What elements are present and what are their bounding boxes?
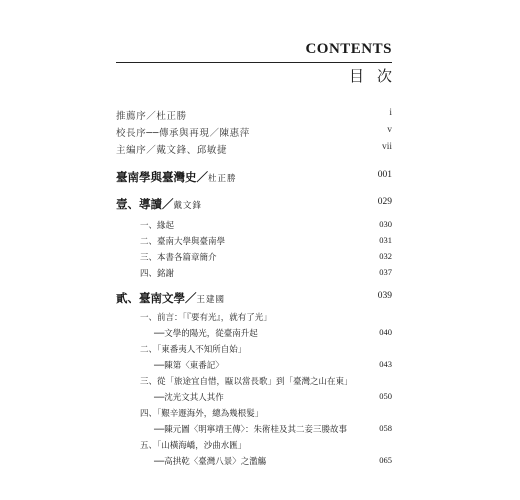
- subitem-page: 065: [379, 455, 392, 465]
- item-text: 五、「山橫海嶠，沙曲水匯」: [140, 441, 247, 451]
- entry-text: 校長序──傳承與再現／陳惠萍: [116, 128, 250, 139]
- toc-item[interactable]: [0, 219, 520, 235]
- toc-section-tainan-studies[interactable]: [0, 169, 520, 185]
- entry-page: vii: [381, 142, 392, 152]
- entry-text: 推薦序／杜正勝: [116, 111, 187, 122]
- section-author: 杜正勝: [208, 174, 237, 184]
- toc-entry-preface-editors[interactable]: [0, 142, 520, 158]
- section-page: 001: [377, 170, 392, 180]
- subitem-page: 040: [379, 327, 392, 337]
- subitem-page: 050: [379, 391, 392, 401]
- item-text: 一、緣起: [140, 221, 175, 231]
- toc-item[interactable]: [0, 251, 520, 267]
- subitem-page: 043: [379, 359, 392, 369]
- toc-section-introduction[interactable]: [0, 196, 520, 212]
- toc-item[interactable]: [0, 439, 520, 455]
- section-author: 王建國: [196, 295, 226, 305]
- toc-item[interactable]: [0, 311, 520, 327]
- toc-item[interactable]: [0, 343, 520, 359]
- item-page: 031: [379, 235, 392, 245]
- subitem-text: ──高拱乾〈臺灣八景〉之濫觴: [154, 457, 267, 467]
- toc-section-tainan-literature[interactable]: [0, 290, 520, 306]
- toc-item[interactable]: [0, 267, 520, 283]
- toc-subitem[interactable]: [0, 359, 520, 375]
- header-rule: [116, 62, 392, 63]
- toc-subitem[interactable]: [0, 455, 520, 471]
- toc-item[interactable]: [0, 407, 520, 423]
- contents-title-zh: 目次: [348, 67, 405, 85]
- entry-page: i: [389, 108, 392, 118]
- section-page: 039: [377, 291, 392, 301]
- item-page: 032: [379, 251, 392, 261]
- item-text: 四、「艱辛遯海外，總為幾根髮」: [140, 409, 264, 419]
- contents-title-en: CONTENTS: [305, 41, 392, 57]
- toc-subitem[interactable]: [0, 423, 520, 439]
- toc-entry-preface-recommend[interactable]: [0, 108, 520, 124]
- toc-entry-preface-president[interactable]: [0, 125, 520, 141]
- subitem-text: ──沈光文其人其作: [154, 393, 224, 403]
- item-text: 一、前言：「『要有光』，就有了光」: [140, 313, 272, 323]
- item-text: 三、從「旅途宜自惜，甌以當長歌」到「臺灣之山在東」: [140, 377, 353, 387]
- toc-item[interactable]: [0, 375, 520, 391]
- item-page: 030: [379, 219, 392, 229]
- item-text: 二、「東番夷人不知所自始」: [140, 345, 247, 355]
- entry-text: 主編序／戴文鋒、邱敏捷: [116, 145, 228, 156]
- section-author: 戴文鋒: [173, 201, 203, 211]
- item-text: 四、銘謝: [140, 269, 175, 279]
- subitem-text: ──陳元圖〈明寧靖王傳〉：朱術桂及其二妾三媵故事: [154, 425, 347, 435]
- item-text: 三、本書各篇章簡介: [140, 253, 217, 263]
- section-title: 臺南學與臺灣史／杜正勝: [116, 170, 237, 184]
- entry-page: v: [387, 125, 392, 135]
- section-title: 壹、導讀／戴文鋒: [116, 197, 203, 211]
- subitem-text: ──文學的陽光，從臺南升起: [154, 329, 258, 339]
- item-text: 二、臺南大學與臺南學: [140, 237, 226, 247]
- section-page: 029: [377, 197, 392, 207]
- section-title: 貳、臺南文學／王建國: [116, 291, 226, 305]
- subitem-text: ──陳第〈東番記〉: [154, 361, 224, 371]
- item-page: 037: [379, 267, 392, 277]
- toc-item[interactable]: [0, 235, 520, 251]
- toc-subitem[interactable]: [0, 391, 520, 407]
- toc-subitem[interactable]: [0, 327, 520, 343]
- subitem-page: 058: [379, 423, 392, 433]
